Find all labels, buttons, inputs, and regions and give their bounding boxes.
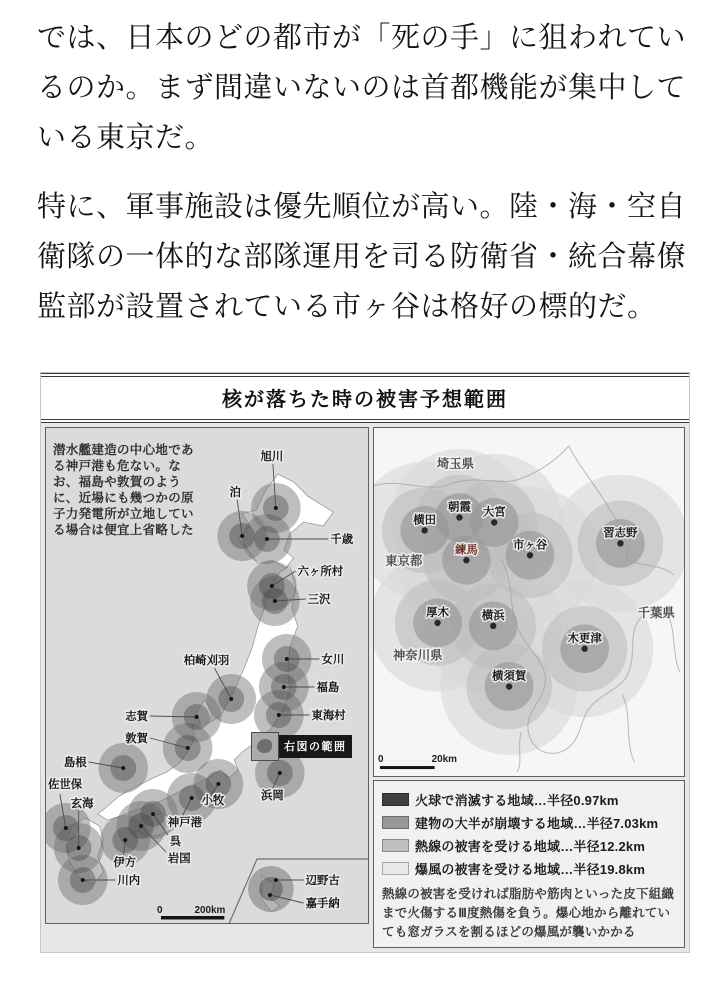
- city-label: 東海村: [311, 709, 346, 723]
- city-dot: [186, 746, 190, 750]
- ground-zero-dot: [527, 552, 533, 558]
- ground-zero-dot: [490, 623, 496, 629]
- city-label: 玄海: [70, 797, 94, 811]
- legend-item: [382, 790, 676, 809]
- legend-swatch: [382, 862, 409, 875]
- city-label: 浜岡: [260, 789, 284, 803]
- city-dot: [81, 878, 85, 882]
- paragraph-1: では、日本のどの都市が「死の手」に狙われているのか。まず間違いないのは首都機能が集中している東京だ。: [37, 22, 687, 154]
- scale-start: 0: [156, 904, 163, 917]
- inset-reference-label: 右図の範囲: [279, 735, 352, 758]
- target-label: 朝霞: [448, 501, 471, 514]
- target-label: 横須賀: [491, 670, 527, 683]
- city-dot: [139, 824, 143, 828]
- target-label: 横浜: [481, 609, 505, 622]
- inset-reference: [251, 732, 352, 761]
- city-label: 柏崎刈羽: [183, 654, 230, 668]
- city-label: 志賀: [125, 710, 149, 724]
- city-label: 佐世保: [47, 778, 83, 792]
- city-dot: [277, 713, 281, 717]
- city-dot: [265, 537, 269, 541]
- city-dot: [216, 782, 220, 786]
- region-label: 千葉県: [637, 605, 675, 620]
- target-label: 練馬: [454, 544, 478, 557]
- legend-swatch: [382, 839, 409, 852]
- target-label: 習志野: [603, 527, 638, 540]
- map-thumbnail-icon: [251, 732, 279, 761]
- city-label: 辺野古: [305, 874, 340, 888]
- ground-zero-dot: [506, 683, 512, 689]
- city-dot: [274, 506, 278, 510]
- city-dot: [240, 534, 244, 538]
- scale-bar: [380, 766, 435, 769]
- city-label: 神戸港: [167, 816, 203, 830]
- city-dot: [195, 715, 199, 719]
- map-note: 潜水艦建造の中心地である神戸港も危ない。なお、福島や敦賀のように、近場にも幾つかの原子力発電所が立地している場合は便宜上省略した: [53, 443, 194, 537]
- figure-title: 核が落ちた時の被害予想範囲: [41, 373, 689, 423]
- city-dot: [77, 846, 81, 850]
- city-dot: [285, 657, 289, 661]
- city-label: 六ヶ所村: [297, 565, 344, 579]
- city-dot: [274, 878, 278, 882]
- city-label: 旭川: [260, 450, 284, 464]
- ground-zero-dot: [456, 514, 462, 520]
- region-label: 埼玉県: [436, 456, 475, 471]
- tokyo-map-panel: [373, 427, 685, 777]
- city-dot: [190, 796, 194, 800]
- legend-label: 熱線の被害を受ける地域…半径12.2km: [415, 839, 646, 854]
- city-dot: [121, 766, 125, 770]
- scale-start: 0: [377, 754, 384, 766]
- city-label: 千歳: [330, 533, 354, 547]
- legend-panel: [373, 780, 685, 948]
- region-label: 神奈川県: [392, 648, 443, 663]
- japan-map-panel: [45, 427, 369, 924]
- city-label: 小牧: [201, 794, 225, 808]
- figure-body: [41, 423, 689, 952]
- city-dot: [64, 826, 68, 830]
- city-label: 福島: [316, 681, 340, 695]
- legend-label: 爆風の被害を受ける地域…半径19.8km: [415, 862, 646, 877]
- ground-zero-dot: [617, 540, 623, 546]
- ground-zero-dot: [491, 519, 497, 525]
- city-label: 島根: [63, 756, 87, 770]
- paragraph-2: 特に、軍事施設は優先順位が高い。陸・海・空自衛隊の一体的な部隊運用を司る防衛省・統合幕僚監部が設置されている市ヶ谷は格好の標的だ。: [37, 191, 687, 323]
- city-dot: [268, 893, 272, 897]
- ground-zero-dot: [421, 527, 427, 533]
- city-dot: [282, 685, 286, 689]
- city-dot: [273, 599, 277, 603]
- city-label: 嘉手納: [305, 897, 340, 911]
- city-dot: [229, 697, 233, 701]
- scale-bar: [161, 916, 224, 920]
- legend-item: [382, 813, 676, 832]
- target-label: 市ヶ谷: [512, 539, 548, 552]
- tokyo-area-map: [374, 428, 684, 776]
- legend-list: [382, 790, 676, 878]
- legend-swatch: [382, 793, 409, 806]
- ground-zero-dot: [581, 646, 587, 652]
- city-label: 伊方: [113, 856, 137, 870]
- target-label: 横田: [413, 514, 437, 527]
- city-dot: [151, 812, 155, 816]
- ground-zero-dot: [434, 620, 440, 626]
- city-label: 川内: [117, 874, 141, 888]
- legend-label: 火球で消滅する地域…半径0.97km: [415, 793, 619, 808]
- right-column: [373, 427, 685, 948]
- target-label: 厚木: [426, 606, 450, 619]
- target-label: 木更津: [567, 632, 602, 645]
- city-label: 三沢: [307, 593, 331, 607]
- damage-range-figure: [40, 372, 690, 953]
- legend-label: 建物の大半が崩壊する地域…半径7.03km: [415, 816, 659, 831]
- region-label: 東京都: [385, 554, 423, 569]
- city-label: 泊: [229, 486, 241, 500]
- legend-item: [382, 859, 676, 878]
- city-label: 敦賀: [125, 732, 149, 746]
- scale-end: 20km: [431, 754, 458, 766]
- target-label: 大宮: [482, 506, 506, 519]
- legend-item: [382, 836, 676, 855]
- legend-caption: 熱線の被害を受ければ脂肪や筋肉といった皮下組織まで火傷するⅢ度熱傷を負う。爆心地から離れていても窓ガラスを割るほどの爆風が襲いかかる: [382, 887, 675, 939]
- city-dot: [278, 771, 282, 775]
- city-label: 呉: [169, 835, 182, 849]
- city-dot: [270, 584, 274, 588]
- legend-swatch: [382, 816, 409, 829]
- city-dot: [123, 838, 127, 842]
- ground-zero-dot: [463, 557, 469, 563]
- article-text: [0, 0, 725, 332]
- city-label: 女川: [321, 653, 345, 667]
- city-label: 岩国: [167, 852, 191, 866]
- scale-end: 200km: [194, 904, 226, 917]
